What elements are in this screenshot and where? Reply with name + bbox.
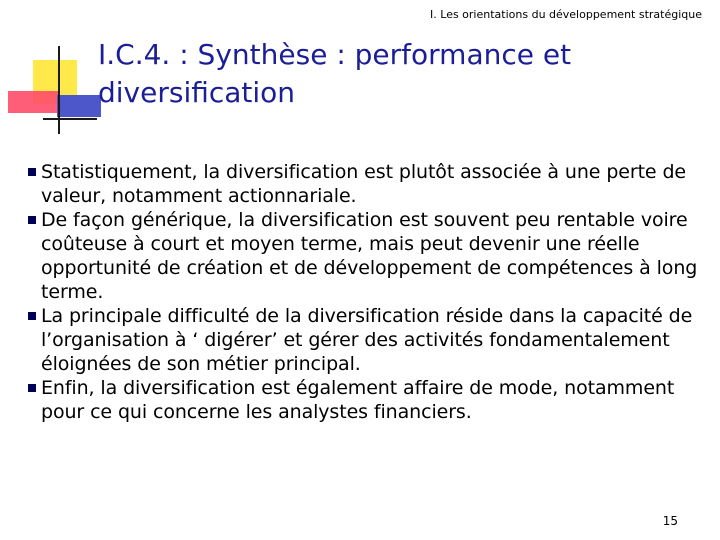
bullet-item: [28, 376, 716, 424]
square-bullet-icon: [28, 216, 36, 224]
square-bullet-icon: [28, 168, 36, 176]
logo-horizontal-line: [43, 118, 97, 120]
bullet-text: Enfin, la diversification est également affaire de mode, notamment pour ce qui concerne les analystes financiers.: [41, 377, 675, 423]
square-bullet-icon: [28, 312, 36, 320]
bullet-list: [28, 160, 716, 424]
decorative-logo: [0, 0, 100, 140]
section-header: I. Les orientations du développement stratégique: [430, 8, 702, 21]
logo-blue-bar: [57, 95, 101, 117]
slide-title: I.C.4. : Synthèse : performance et diversification: [98, 38, 572, 109]
bullet-text: De façon générique, la diversification est souvent peu rentable voire coûteuse à court et moyen terme, mais peut devenir une réelle opportunité de création et de développement de compétences à long terme.: [41, 209, 698, 303]
bullet-text: La principale difficulté de la diversification réside dans la capacité de l’organisation à ‘ digérer’ et gérer des activités fondamentalement éloignées de son métier principal.: [41, 305, 693, 375]
bullet-item: [28, 160, 716, 208]
bullet-item: [28, 304, 716, 376]
logo-red-bar: [8, 91, 60, 113]
square-bullet-icon: [28, 384, 36, 392]
logo-vertical-line: [58, 46, 60, 134]
page-number: 15: [662, 514, 678, 528]
bullet-text: Statistiquement, la diversification est plutôt associée à une perte de valeur, notamment actionnariale.: [41, 161, 687, 207]
bullet-item: [28, 208, 716, 304]
